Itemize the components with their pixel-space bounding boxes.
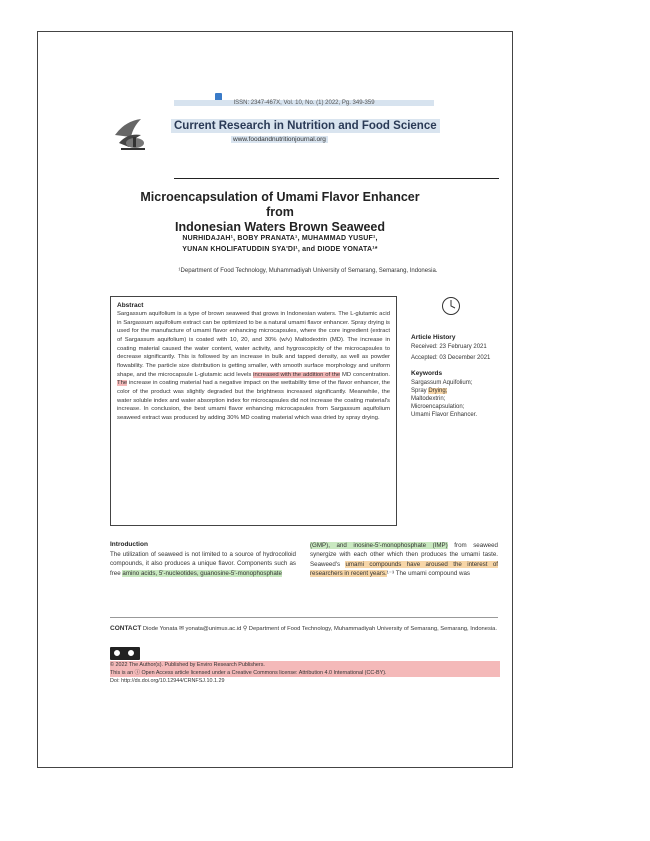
intro-column-right xyxy=(310,541,498,578)
journal-header xyxy=(111,113,491,153)
intro-highlight[interactable]: (GMP), and inosine-5'-monophosphate (IMP) xyxy=(310,542,448,549)
keyword: Microencapsulation; xyxy=(411,404,465,410)
introduction-heading: Introduction xyxy=(110,541,148,548)
received-date: Received: 23 February 2021 xyxy=(411,344,487,350)
attribution-icon xyxy=(127,649,135,657)
license-line[interactable]: This is an ⓘ Open Access article licensed under a Creative Commons license: Attribution 4.0 International (CC-BY). xyxy=(110,669,500,677)
keyword xyxy=(411,387,501,395)
intro-highlight[interactable]: amino acids, 5'-nucleotides, guanosine-5'-monophosphate xyxy=(122,569,282,577)
abstract-text-part: increase in coating material had a negative impact on the wettability time of the flavor enhancer, the color of the product was slightly degraded but the brightness increased significantly. Meanwhile, the water soluble index and water absorption index for microcapsules did not increase the coating material's increase. In conclusion, the best umami flavor enhancing microcapsules from Sargassum aquifolium seaweed extract was produced by adding 30% MD coating material which was dried by spray drying. xyxy=(117,380,390,421)
intro-text: The utilization of seaweed is not limited to a source of hydrocolloid compounds, it also produces a unique flavor. Components such as free xyxy=(110,551,296,577)
author-list xyxy=(140,233,420,255)
cc-icon xyxy=(113,649,121,657)
abstract-highlight[interactable]: increased with the addition of the xyxy=(253,371,341,378)
keyword: Sargassum Aquifolium; xyxy=(411,380,473,386)
abstract-text-part: MD concentration. xyxy=(340,371,391,378)
issn-line: ISSN: 2347-467X, Vol. 10, No. (1) 2022, Pg. 349-359 xyxy=(174,100,434,106)
keyword-highlight[interactable]: Drying; xyxy=(428,388,448,394)
affiliation: ¹Department of Food Technology, Muhammadiyah University of Semarang, Semarang, Indonesia. xyxy=(178,268,438,274)
authors-line: NURHIDAJAH¹, BOBY PRANATA¹, MUHAMMAD YUSUF¹, xyxy=(182,235,378,242)
abstract-box xyxy=(110,296,397,526)
journal-url[interactable]: www.foodandnutritionjournal.org xyxy=(233,136,326,143)
license-footer xyxy=(110,661,500,685)
cc-license-badge[interactable] xyxy=(110,647,140,660)
title-line: Indonesian Waters Brown Seaweed xyxy=(174,220,385,234)
intro-column-left xyxy=(110,550,296,578)
doi-line[interactable]: Doi: http://dx.doi.org/10.12944/CRNFSJ.10.1.29 xyxy=(110,678,225,684)
abstract-text xyxy=(117,310,390,423)
contact-divider xyxy=(110,617,498,618)
article-title xyxy=(130,190,430,235)
history-heading: Article History xyxy=(411,334,456,341)
title-line: Microencapsulation of Umami Flavor Enhancer from xyxy=(140,190,420,219)
abstract-highlight[interactable]: The xyxy=(117,380,128,387)
intro-text: ¹⁻³ The umami compound was xyxy=(386,569,470,577)
abstract-text-part: Sargassum aquifolium is a type of brown seaweed that grows in Indonesian waters. The L-glutamic acid in Sargassum aquifolium extract can be optimized to be a natural umami flavor enhancer. Spray drying is used for the manufacture of umami flavor enhancing microcapsules, where the core ingredient (extract of Sargassum aquifolium) is coated with 10, 20, and 30% (w/v) Maltodextrin (MD). The increase in coating material caused the water content, water activity, and hygroscopicity of the microcapsules to decrease significantly. This is followed by an increase in bulk and tapped density, as well as powder flowability. The particle size distribution is getting smaller, with smooth surface morphology and uniform shape, and the microcapsule L-glutamic acid levels xyxy=(117,311,390,378)
contact-text: Diode Yonata ✉ yonata@unimus.ac.id ⚲ Department of Food Technology, Muhammadiyah University of Semarang, Semarang, Indonesia. xyxy=(142,626,498,632)
clock-icon xyxy=(441,296,461,316)
abstract-heading: Abstract xyxy=(117,302,144,309)
article-sidebar xyxy=(411,334,501,419)
copyright-line[interactable]: © 2022 The Author(s). Published by Enviro Research Publishers. xyxy=(110,661,500,669)
keyword: Umami Flavor Enhancer. xyxy=(411,412,478,418)
keywords-heading: Keywords xyxy=(411,370,443,377)
contact-line xyxy=(110,624,500,634)
contact-label: CONTACT xyxy=(110,625,142,632)
journal-title: Current Research in Nutrition and Food Science xyxy=(171,119,440,133)
keyword-text: Spray xyxy=(411,388,429,394)
keyword: Maltodextrin; xyxy=(411,396,446,402)
intro-text: from seaweed synergize with each other which then produces the umami taste. Seaweed's xyxy=(310,542,498,568)
header-rule xyxy=(174,178,499,179)
accepted-date: Accepted: 03 December 2021 xyxy=(411,355,491,361)
authors-line: YUNAN KHOLIFATUDDIN SYA'DI¹, and DIODE YONATA¹* xyxy=(182,246,378,253)
intro-highlight[interactable]: umami compounds have aroused the interest of researchers in recent years. xyxy=(310,560,499,577)
journal-logo-icon xyxy=(111,113,151,153)
